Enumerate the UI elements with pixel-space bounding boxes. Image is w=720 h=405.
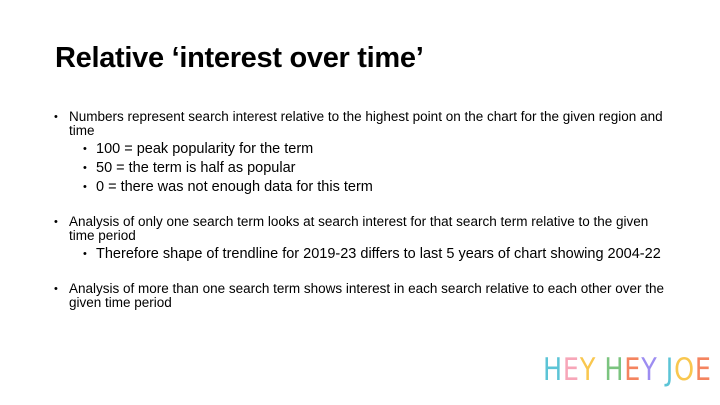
sub-bullet-text: 100 = peak popularity for the term [96, 141, 314, 157]
sub-bullet-text: 50 = the term is half as popular [96, 160, 296, 176]
logo-letter: O [674, 352, 695, 388]
logo-letter: H [604, 352, 625, 388]
bullet-dot-icon: • [54, 216, 58, 228]
bullet-list [54, 110, 669, 310]
bullet-item [54, 215, 669, 262]
sub-bullet-item [83, 247, 669, 262]
bullet-dot-icon: • [83, 181, 87, 193]
logo-letter: Y [641, 352, 658, 388]
bullet-dot-icon: • [54, 111, 58, 123]
sub-bullet-list [69, 247, 669, 262]
slide-title: Relative ‘interest over time’ [55, 42, 424, 74]
sub-bullet-item [83, 142, 669, 157]
logo-letter: E [624, 352, 642, 388]
bullet-dot-icon: • [83, 143, 87, 155]
logo-letter: Y [579, 352, 597, 388]
logo-letter: E [562, 352, 580, 388]
bullet-text: Analysis of more than one search term shows interest in each search relative to each other over the given time period [69, 281, 665, 310]
logo-space [596, 352, 604, 388]
bullet-dot-icon: • [54, 283, 58, 295]
sub-bullet-text: Therefore shape of trendline for 2019-23 differs to last 5 years of chart showing 2004-22 [96, 246, 661, 262]
bullet-dot-icon: • [83, 248, 87, 260]
bullet-text: Numbers represent search interest relative to the highest point on the chart for the given region and time [69, 109, 663, 138]
logo-letter: E [694, 352, 712, 388]
hey-hey-joe-logo [543, 352, 712, 388]
sub-bullet-list [69, 142, 669, 195]
bullet-text: Analysis of only one search term looks at search interest for that search term relative to the given time period [69, 214, 649, 243]
logo-letter: J [665, 352, 675, 388]
sub-bullet-item [83, 180, 669, 195]
sub-bullet-item [83, 161, 669, 176]
bullet-dot-icon: • [83, 162, 87, 174]
bullet-item [54, 110, 669, 195]
logo-space [658, 352, 666, 388]
bullet-item [54, 282, 669, 310]
sub-bullet-text: 0 = there was not enough data for this term [96, 179, 373, 195]
logo-letter: H [543, 352, 563, 388]
